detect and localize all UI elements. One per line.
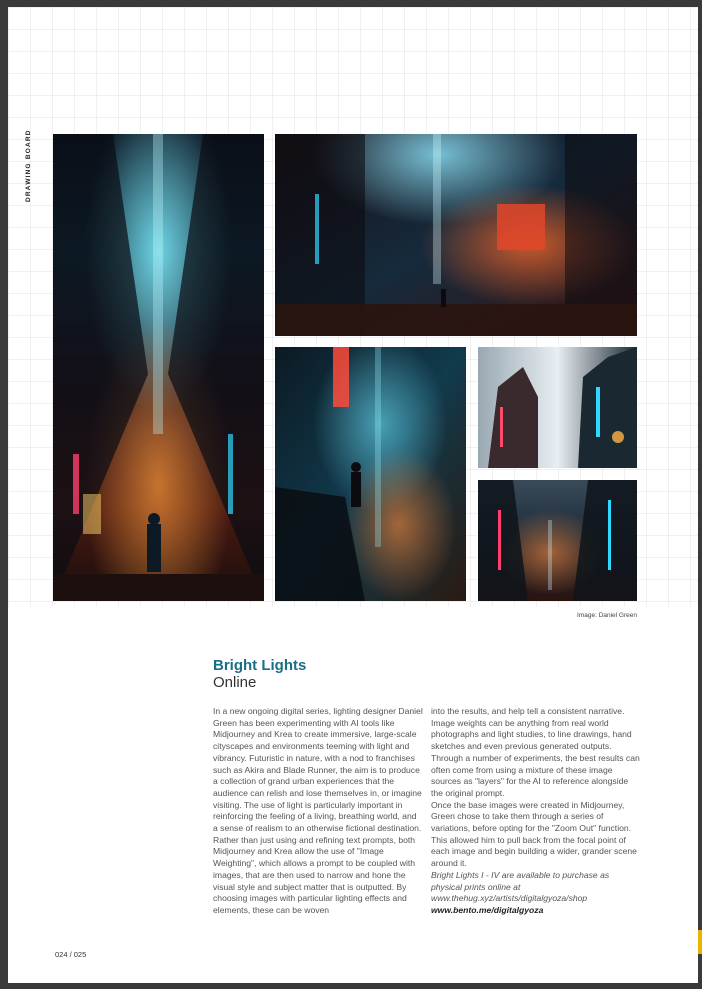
page-number: 024 / 025 xyxy=(55,950,87,959)
cityscape-image-small-bottom xyxy=(478,480,637,601)
paragraph: into the results, and help tell a consistent narrative. Image weights can be anything from real world photographs and light studies, to line drawings, hand sketches and even previous generated outputs. Through a number of experiments, the best results can often come from using a mixture of these image sources as "layers" for the AI to reference alongside the original prompt. xyxy=(431,706,640,798)
cityscape-image-wide xyxy=(275,134,637,336)
cityscape-image-middle xyxy=(275,347,466,601)
paragraph: In a new ongoing digital series, lighting designer Daniel Green has been experimenting with AI tools like Midjourney and Krea to create immersive, large-scale cityscapes and environments teeming with light and vibrancy. Futuristic in nature, with a nod to franchises such as Akira and Blade Runner, the aim is to produce a collection of grand urban experiences that the audience can relish and lose themselves in, or imagine visiting. The use of light is particularly important in reinforcing the feeling of a living, breathing world, and a sense of realism to an otherwise fictional destination. xyxy=(213,706,423,834)
article-title: Bright Lights xyxy=(213,657,307,674)
article-column-2 xyxy=(431,706,641,917)
paragraph: Once the base images were created in Midjourney, Green chose to take them through a series of variations, before opting for the "Zoom Out" function. This allowed him to pull back from the focal point of each image and begin building a wider, grander scene around it. xyxy=(431,799,637,869)
cityscape-image-small-top xyxy=(478,347,637,468)
page-edge-marker xyxy=(698,930,702,954)
purchase-note: Bright Lights I - IV are available to purchase as physical prints online at www.thehug.xyz/artists/digitalgyoza/shop xyxy=(431,869,610,904)
cityscape-image-tall xyxy=(53,134,264,601)
article-subtitle: Online xyxy=(213,674,257,691)
article-column-1 xyxy=(213,706,423,917)
magazine-page xyxy=(8,7,698,983)
section-label: DRAWING BOARD xyxy=(25,129,32,202)
paragraph: Rather than just using and refining text prompts, both Midjourney and Krea allow the use of "Image Weighting", which allows a prompt to be coupled with images, that are then used to narrow and hone the visual style and subject matter that is outputted. By choosing images with particular lighting effects and elements, these can be woven xyxy=(213,834,416,915)
bento-link[interactable]: www.bento.me/digitalgyoza xyxy=(431,904,544,915)
image-credit: Image: Daniel Green xyxy=(577,612,637,619)
